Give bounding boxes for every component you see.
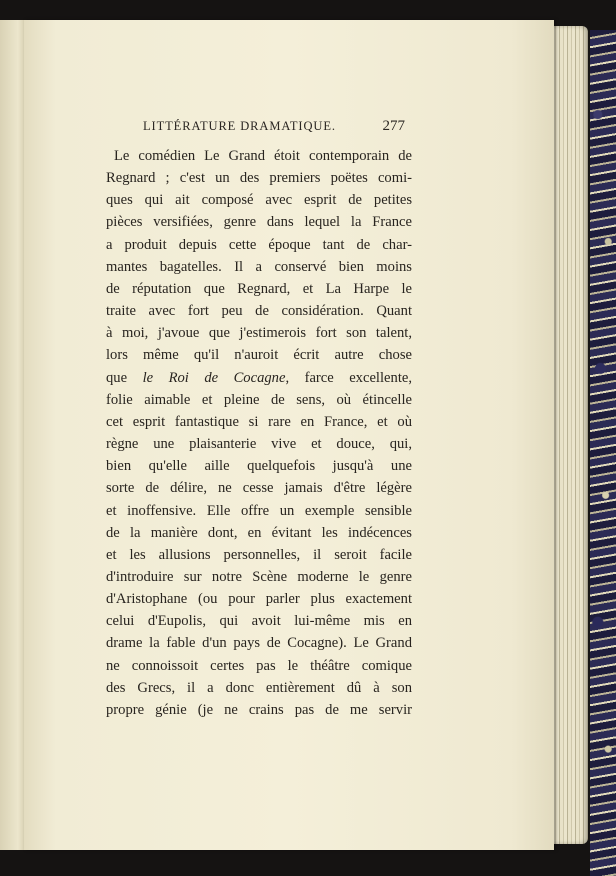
- text-line: des Grecs, il a donc entièrement dû à son: [106, 679, 412, 696]
- text-line: règne une plaisanterie vive et douce, qui,: [106, 436, 412, 453]
- running-head: [143, 118, 405, 135]
- text-line: ne connoissoit certes pas le théâtre comique: [106, 657, 412, 674]
- text-fragment: , farce excellente,: [285, 369, 412, 386]
- text-line: bien qu'elle aille quelquefois jusqu'à une: [106, 458, 412, 475]
- text-line: à moi, j'avoue que j'estimerois fort son talent,: [106, 325, 412, 342]
- body-text: [106, 145, 412, 721]
- italic-title: le Roi de Cocagne: [142, 369, 286, 386]
- running-head-title: LITTÉRATURE DRAMATIQUE.: [143, 119, 336, 133]
- text-line: propre génie (je ne crains pas de me servir: [106, 701, 412, 718]
- text-line: d'Aristophane (ou pour parler plus exactement: [106, 591, 412, 608]
- text-line: mantes bagatelles. Il a conservé bien moins: [106, 258, 412, 275]
- text-line: cet esprit fantastique si rare en France, et où: [106, 413, 412, 430]
- text-line: et inoffensive. Elle offre un exemple sensible: [106, 502, 412, 519]
- text-line: a produit depuis cette époque tant de char-: [106, 236, 412, 253]
- text-line: Regnard ; c'est un des premiers poëtes comi-: [106, 170, 412, 187]
- text-line: ques qui ait composé avec esprit de petites: [106, 192, 412, 209]
- marbled-cover: [590, 30, 616, 876]
- text-fragment: que: [106, 369, 128, 386]
- text-line: de réputation que Regnard, et La Harpe le: [106, 280, 412, 297]
- text-line: sorte de délire, ne cesse jamais d'être légère: [106, 480, 412, 497]
- text-line: et les allusions personnelles, il seroit facile: [106, 546, 412, 563]
- text-line: de la manière dont, en évitant les indécences: [106, 524, 412, 541]
- text-line: Le comédien Le Grand étoit contemporain de: [114, 148, 412, 164]
- text-line: celui d'Eupolis, qui avoit lui-même mis en: [106, 613, 412, 630]
- text-line: folie aimable et pleine de sens, où étincelle: [106, 391, 412, 408]
- text-line: lors même qu'il n'auroit écrit autre chose: [106, 347, 412, 364]
- text-line: traite avec fort peu de considération. Quant: [106, 303, 412, 320]
- page-number: 277: [382, 118, 405, 134]
- text-line: d'introduire sur notre Scène moderne le genre: [106, 568, 412, 585]
- text-line: drame la fable d'un pays de Cocagne). Le Grand: [106, 635, 412, 652]
- text-line-with-title: [106, 367, 412, 389]
- text-line: pièces versifiées, genre dans lequel la France: [106, 214, 412, 231]
